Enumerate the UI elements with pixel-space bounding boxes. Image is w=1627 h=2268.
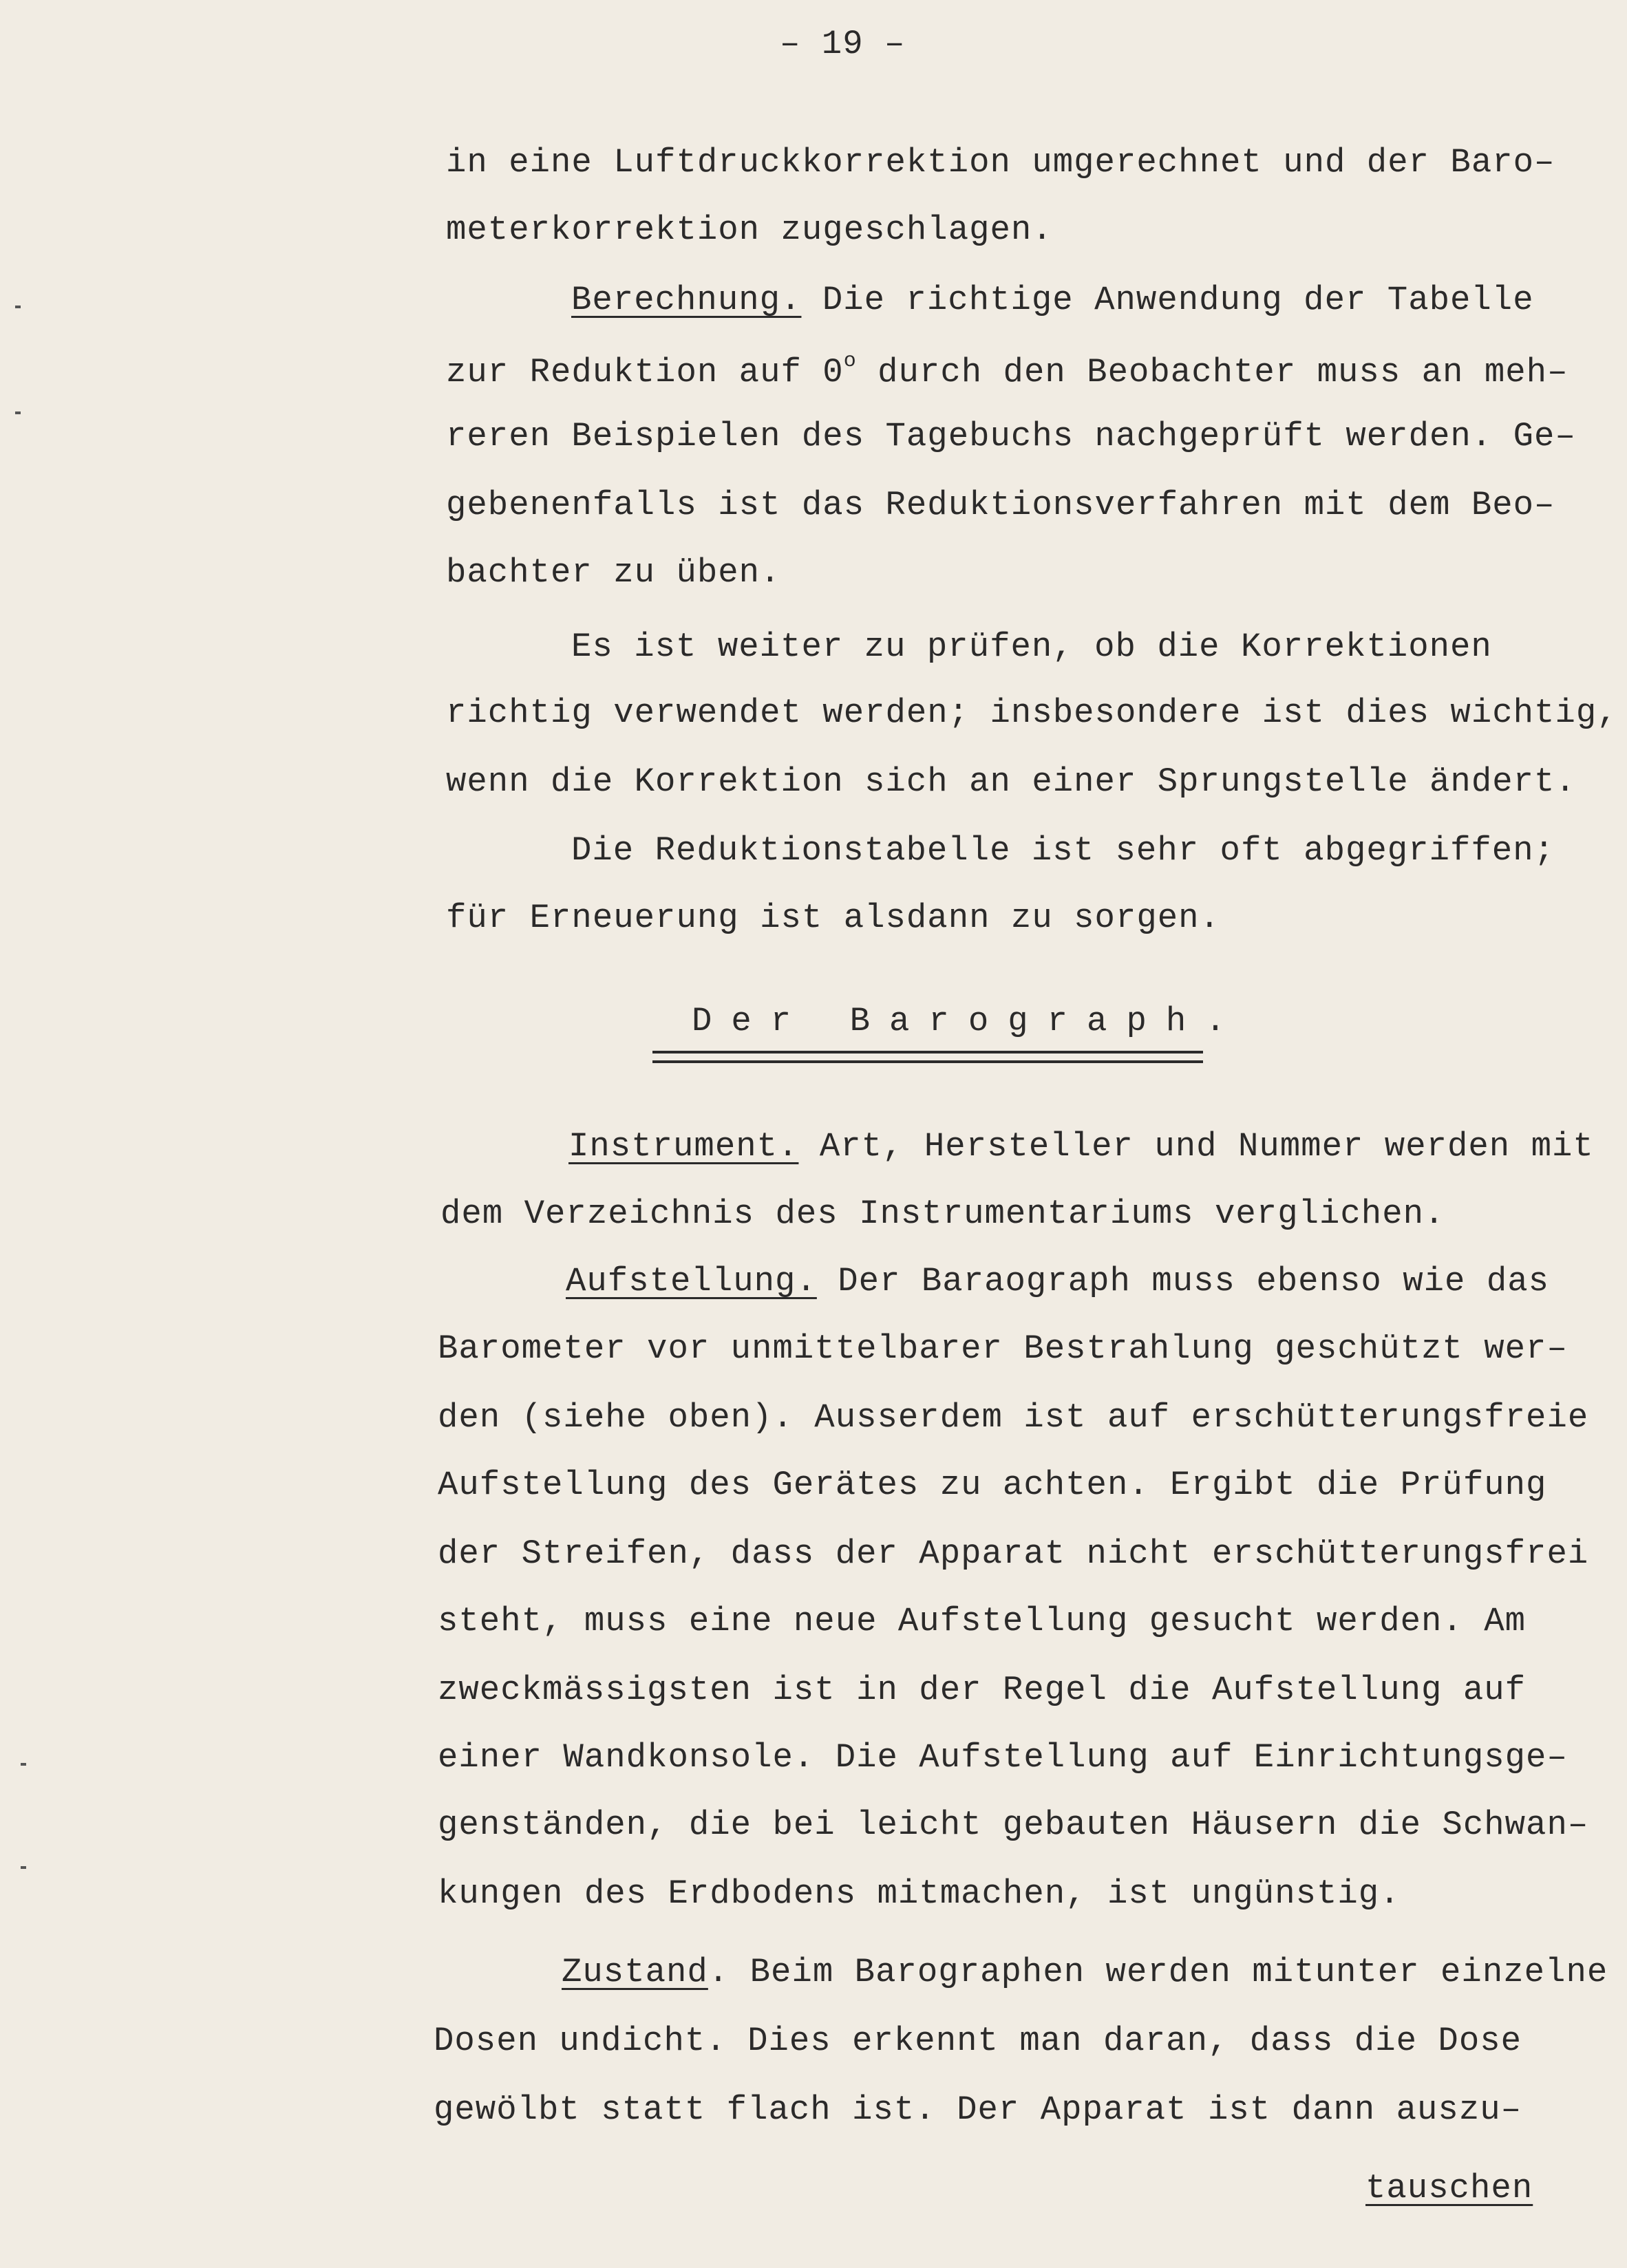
- paragraph-heading: Zustand: [562, 1953, 708, 1991]
- text-line: Es ist weiter zu prüfen, ob die Korrektionen: [571, 628, 1492, 666]
- text-line: Berechnung. Die richtige Anwendung der Tabelle: [571, 281, 1534, 319]
- text-line: Dosen undicht. Dies erkennt man daran, dass die Dose: [434, 2022, 1522, 2060]
- text-line: der Streifen, dass der Apparat nicht erschütterungsfrei: [438, 1534, 1589, 1573]
- text-line: den (siehe oben). Ausserdem ist auf erschütterungsfreie: [438, 1398, 1589, 1437]
- degree-superscript: o: [843, 350, 857, 373]
- paragraph-heading: Berechnung.: [571, 281, 802, 319]
- heading-double-underline: [652, 1051, 1203, 1063]
- text-line: genständen, die bei leicht gebauten Häusern die Schwan–: [438, 1806, 1589, 1844]
- text-line: wenn die Korrektion sich an einer Sprungstelle ändert.: [446, 762, 1576, 801]
- paragraph-heading: Aufstellung.: [566, 1262, 817, 1301]
- text-line: bachter zu üben.: [446, 553, 781, 592]
- text-line: richtig verwendet werden; insbesondere ist dies wichtig,: [446, 694, 1618, 732]
- margin-mark: [21, 1763, 26, 1766]
- text-line: in eine Luftdruckkorrektion umgerechnet und der Baro–: [446, 143, 1555, 182]
- text-line: gewölbt statt flach ist. Der Apparat ist dann auszu–: [434, 2090, 1522, 2129]
- section-heading: Der Barograph.: [692, 1002, 1245, 1040]
- text-line: Instrument. Art, Hersteller und Nummer werden mit: [568, 1127, 1594, 1166]
- text-line: kungen des Erdbodens mitmachen, ist ungünstig.: [438, 1874, 1401, 1913]
- text-line: dem Verzeichnis des Instrumentariums verglichen.: [440, 1195, 1445, 1233]
- text-line: gebenenfalls ist das Reduktionsverfahren mit dem Beo–: [446, 486, 1555, 524]
- text-line: Aufstellung. Der Baraograph muss ebenso wie das: [566, 1262, 1550, 1301]
- page-number: – 19 –: [780, 25, 906, 63]
- text-line: zur Reduktion auf 0$^o$ durch den Beobachter muss an meh–: [446, 350, 1568, 392]
- text-line: steht, muss eine neue Aufstellung gesucht werden. Am: [438, 1602, 1527, 1640]
- text-line: Zustand. Beim Barographen werden mitunter einzelne: [562, 1953, 1608, 1991]
- text-line: meterkorrektion zugeschlagen.: [446, 211, 1053, 249]
- text-line: Aufstellung des Gerätes zu achten. Ergibt die Prüfung: [438, 1466, 1547, 1504]
- margin-mark: [15, 411, 21, 414]
- text-line: einer Wandkonsole. Die Aufstellung auf Einrichtungsge–: [438, 1738, 1568, 1777]
- catchword: tauschen: [1365, 2169, 1533, 2207]
- margin-mark: [21, 1866, 26, 1869]
- text-line: Die Reduktionstabelle ist sehr oft abgegriffen;: [571, 831, 1555, 870]
- margin-mark: [15, 306, 21, 308]
- text-line: reren Beispielen des Tagebuchs nachgeprüft werden. Ge–: [446, 417, 1576, 456]
- paragraph-heading: Instrument.: [568, 1127, 799, 1166]
- text-line: für Erneuerung ist alsdann zu sorgen.: [446, 899, 1220, 937]
- text-line: Barometer vor unmittelbarer Bestrahlung geschützt wer–: [438, 1329, 1568, 1368]
- text-line: zweckmässigsten ist in der Regel die Aufstellung auf: [438, 1671, 1527, 1709]
